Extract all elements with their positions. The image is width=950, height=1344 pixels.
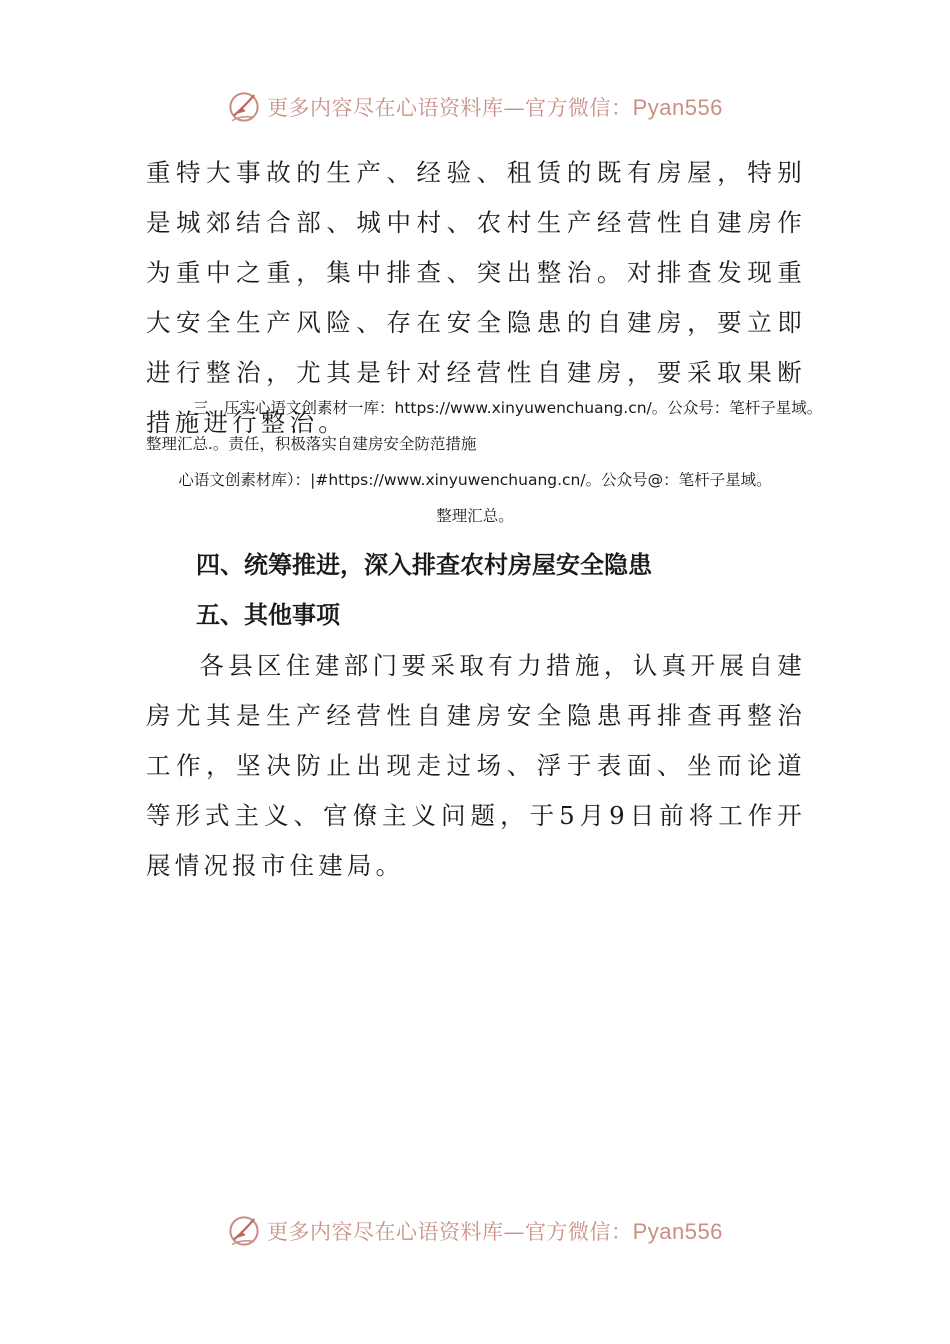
note-line-1: 三、压实心语文创素材一库：https://www.xinyuwenchuang.cn/。公众号：笔杆子星域。整理汇总.。责任，积极落实自建房安全防范措施 [146,399,823,453]
section-heading-4: 四、统筹推进，深入排查农村房屋安全隐患 [196,551,652,579]
footer-banner [0,1206,950,1256]
banner-text: 更多内容尽在心语资料库—官方微信：Pyan556 [267,1219,723,1244]
note-line-3: 整理汇总。 [436,507,514,525]
note-line-2: 心语文创素材库）：|#https://www.xinyuwenchuang.cn/。公众号@：笔杆子星域。 [178,471,772,489]
pen-logo-icon [227,1214,261,1248]
section-heading-5: 五、其他事项 [196,601,340,629]
header-banner [0,82,950,132]
body-paragraph-2: 各县区住建部门要采取有力措施，认真开展自建房尤其是生产经营性自建房安全隐患再排查再整治工作，坚决防止出现走过场、浮于表面、坐而论道等形式主义、官僚主义问题，于5月9日前将工作开展情况报市住建局。 [146,651,806,880]
pen-logo-icon [227,90,261,124]
body-paragraph-1: 重特大事故的生产、经验、租赁的既有房屋，特别是城郊结合部、城中村、农村生产经营性自建房作为重中之重，集中排查、突出整治。对排查发现重大安全生产风险、存在安全隐患的自建房，要立即进行整治，尤其是针对经营性自建房，要采取果断措施进行整治。 [146,158,806,437]
banner-text: 更多内容尽在心语资料库—官方微信：Pyan556 [267,95,723,120]
